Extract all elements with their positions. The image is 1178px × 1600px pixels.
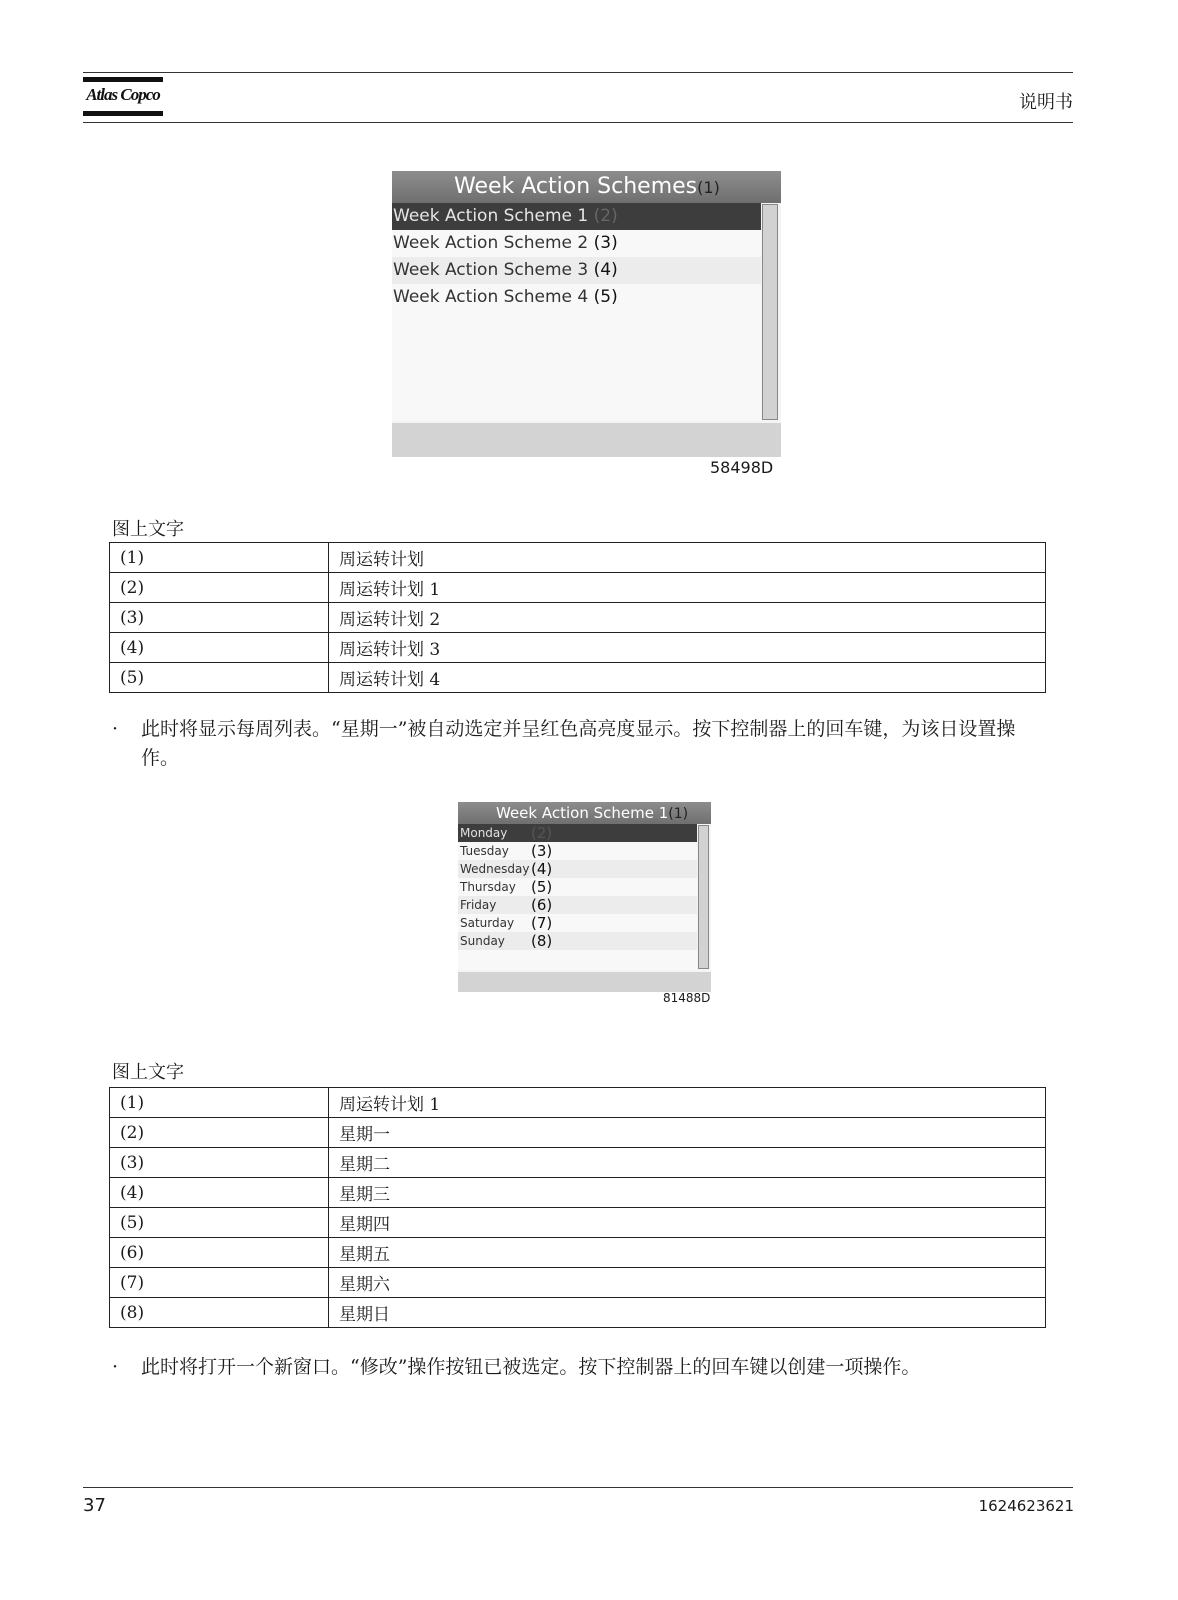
legend-value: 周运转计划 1 (329, 1088, 1046, 1118)
day-label: Sunday (460, 934, 505, 948)
scrollbar[interactable] (698, 825, 709, 969)
scheme-row-4[interactable] (392, 284, 761, 311)
title-callout: (1) (668, 806, 689, 822)
day-label: Tuesday (460, 844, 509, 858)
legend-value: 星期日 (329, 1298, 1046, 1328)
logo-bar-bottom (83, 111, 163, 116)
logo-bar-top (83, 77, 163, 82)
logo-text: Atlas Copco (86, 85, 160, 104)
day-list (458, 824, 697, 970)
legend-key: (3) (110, 603, 329, 633)
table-row (110, 1148, 1046, 1178)
day-callout: (7) (531, 914, 553, 932)
day-row-thursday[interactable] (458, 878, 697, 896)
table-row (110, 633, 1046, 663)
day-row-monday[interactable] (458, 824, 697, 842)
legend-value: 周运转计划 2 (329, 603, 1046, 633)
table-row (110, 1178, 1046, 1208)
figure-id: 58498D (710, 458, 774, 477)
legend-key: (5) (110, 663, 329, 693)
day-row-wednesday[interactable] (458, 860, 697, 878)
day-callout: (5) (531, 878, 553, 896)
week-action-scheme-1-screen (458, 802, 711, 992)
footer-rule (83, 1487, 1073, 1488)
table-row (110, 603, 1046, 633)
day-label: Thursday (460, 880, 516, 894)
table-row (110, 1298, 1046, 1328)
bullet: · (112, 1356, 119, 1378)
legend-key: (5) (110, 1208, 329, 1238)
legend-key: (1) (110, 543, 329, 573)
legend-key: (4) (110, 633, 329, 663)
scrollbar[interactable] (762, 204, 778, 420)
instruction-paragraph-2 (112, 1353, 1047, 1382)
scheme-callout: (4) (593, 260, 618, 280)
screen-title-text: Week Action Schemes (454, 174, 698, 199)
screen-footer-bar (458, 972, 711, 992)
legend-key: (8) (110, 1298, 329, 1328)
scheme-callout: (3) (593, 233, 618, 253)
scheme-list (392, 203, 761, 421)
table-row (110, 1118, 1046, 1148)
day-row-saturday[interactable] (458, 914, 697, 932)
legend-value: 星期六 (329, 1268, 1046, 1298)
legend-value: 周运转计划 (329, 543, 1046, 573)
day-row-tuesday[interactable] (458, 842, 697, 860)
legend-caption: 图上文字 (112, 519, 184, 540)
week-action-schemes-screen (392, 171, 781, 457)
legend-value: 星期四 (329, 1208, 1046, 1238)
day-callout: (4) (531, 860, 553, 878)
day-row-sunday[interactable] (458, 932, 697, 950)
legend-caption: 图上文字 (112, 1062, 184, 1083)
screen-title (392, 171, 781, 203)
legend-key: (6) (110, 1238, 329, 1268)
scheme-callout: (5) (593, 287, 618, 307)
legend-value: 星期一 (329, 1118, 1046, 1148)
table-row (110, 573, 1046, 603)
legend-key: (3) (110, 1148, 329, 1178)
table-row (110, 1268, 1046, 1298)
paragraph-text: 此时将打开一个新窗口。“修改”操作按钮已被选定。按下控制器上的回车键以创建一项操作。 (141, 1356, 921, 1378)
day-callout: (3) (531, 842, 553, 860)
scheme-label: Week Action Scheme 2 (393, 233, 589, 253)
scheme-label: Week Action Scheme 3 (393, 260, 589, 280)
legend-value: 星期二 (329, 1148, 1046, 1178)
atlas-copco-logo (83, 77, 163, 117)
table-row (110, 1208, 1046, 1238)
paragraph-text: 此时将显示每周列表。“星期一”被自动选定并呈红色高亮度显示。按下控制器上的回车键，为该日设置操作。 (141, 718, 1016, 769)
table-row (110, 663, 1046, 693)
legend-value: 周运转计划 1 (329, 573, 1046, 603)
day-callout: (8) (531, 932, 553, 950)
scheme-label: Week Action Scheme 1 (393, 206, 589, 226)
title-callout: (1) (697, 178, 720, 197)
legend-value: 周运转计划 4 (329, 663, 1046, 693)
header-rule-bottom (83, 122, 1073, 123)
screen-footer-bar (392, 423, 781, 457)
page-number: 37 (83, 1495, 106, 1516)
table-row (110, 543, 1046, 573)
legend-key: (4) (110, 1178, 329, 1208)
legend-table-1 (109, 542, 1046, 693)
legend-value: 周运转计划 3 (329, 633, 1046, 663)
day-label: Friday (460, 898, 497, 912)
day-label: Monday (460, 826, 508, 840)
screen-title (458, 802, 711, 824)
day-row-friday[interactable] (458, 896, 697, 914)
legend-key: (2) (110, 1118, 329, 1148)
scheme-row-3[interactable] (392, 257, 761, 284)
legend-key: (2) (110, 573, 329, 603)
day-callout: (2) (531, 824, 553, 842)
instruction-paragraph-1 (112, 715, 1047, 773)
scheme-row-2[interactable] (392, 230, 761, 257)
day-label: Saturday (460, 916, 515, 930)
table-row (110, 1238, 1046, 1268)
day-label: Wednesday (460, 862, 530, 876)
scheme-label: Week Action Scheme 4 (393, 287, 589, 307)
day-callout: (6) (531, 896, 553, 914)
bullet: · (112, 718, 119, 740)
legend-key: (1) (110, 1088, 329, 1118)
screen-title-text: Week Action Scheme 1 (496, 804, 669, 822)
legend-table-2 (109, 1087, 1046, 1328)
scheme-callout: (2) (593, 206, 618, 226)
legend-key: (7) (110, 1268, 329, 1298)
document-type: 说明书 (1019, 92, 1073, 113)
table-row (110, 1088, 1046, 1118)
scheme-row-1[interactable] (392, 203, 761, 230)
document-number: 1624623621 (978, 1497, 1074, 1515)
figure-id: 81488D (663, 991, 711, 1005)
legend-value: 星期三 (329, 1178, 1046, 1208)
legend-value: 星期五 (329, 1238, 1046, 1268)
header-rule-top (83, 72, 1073, 73)
